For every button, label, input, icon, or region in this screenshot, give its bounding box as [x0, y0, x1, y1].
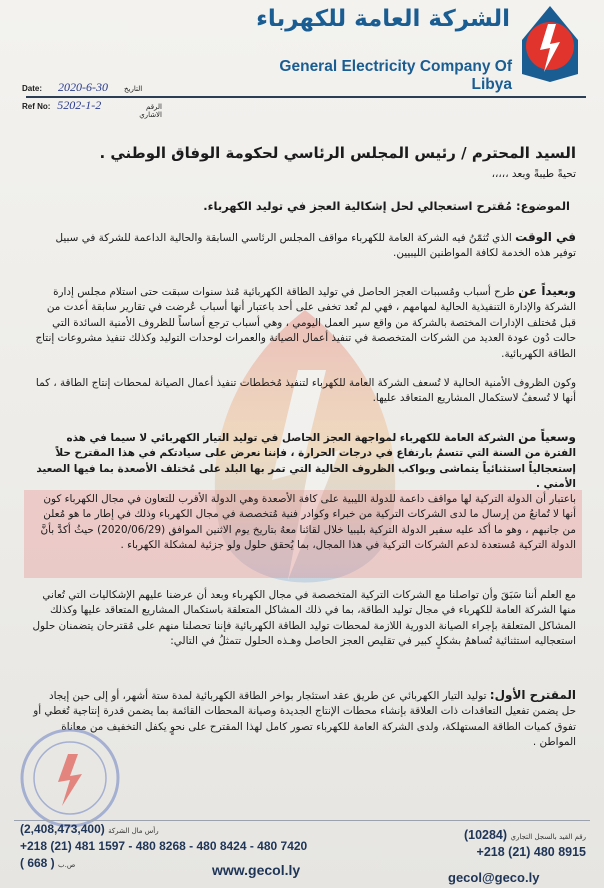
company-name-english: General Electricity Company Of Libya	[279, 58, 512, 93]
company-stamp-icon	[18, 726, 122, 830]
registration-label: رقم القيد بالسجل التجاري	[510, 833, 586, 841]
header-divider	[26, 96, 586, 98]
website-link[interactable]: www.gecol.ly	[212, 862, 301, 878]
paragraph-4	[32, 430, 576, 493]
ref-row	[22, 98, 162, 119]
greeting: تحيةً طيبةً وبعد ،،،،،	[491, 168, 576, 180]
ref-value: 5202-1-2	[57, 98, 102, 112]
paragraph-2	[32, 284, 576, 362]
registration-value: (10284)	[463, 828, 508, 842]
paragraph-2-body: طرح أسباب ومُسببات العجز الحاصل في توليد الطاقة الكهربائية مُنذ سنوات سبقت حتى استلام مجلس إدارة الشركة والإدارة التنفيذية الحالية لمهامهم ، فهي لم تُعد تخفى على أحد باعتبار أنها أسباب عُرضت في تقارير سابقة أعدت من قبل مُختلف الإدارات المختصة بالشركة من واقع سير العمل اليومي ، وهي أسباب ترجع أساساً للظروف الأمنية السائدة التي حالت دُون عودة العديد من الشركات المتخصصة في تنفيذ أعمال الصيانة والعمرات لوحدات التوليد وكذلك تنفيذ مشروعات إنتاج الطاقة الكهربائية.	[35, 286, 576, 360]
capital-label: رأس مال الشركة	[108, 827, 159, 835]
date-value: 2020-6-30	[58, 80, 108, 94]
ref-label: Ref No:	[22, 102, 51, 111]
capital-row	[20, 822, 360, 839]
paragraph-3: وكون الظروف الأمنية الحالية لا تُسعف الشركة العامة للكهرباء لتنفيذ مُخططات تنفيذ أعمال الصيانة لمحطات إنتاج الطاقة ، كما أنها لا تُسعفُ لاستكمال المشاريع المتعاقد عليها.	[35, 377, 576, 405]
paragraph-4-body: الشركة العامة للكهرباء لمواجهة العجز الحاصل في توليد التيار الكهربائي لا سيما في هذه الفترة من السنة التي تتسمُ بارتفاع في درجات الحرارة ، فإننا نعرض على سيادتكم في هذا المقترح حلاً إستعجالياً استثنائياً يتماشى ويواكب الظروف الحالية التي تمر بها البلد على مُختلف الأصعدة بما فيها الصعيد الأمني .	[36, 432, 576, 491]
pobox-value: ( 668 )	[20, 856, 55, 870]
paragraph-1-lead: في الوقت	[515, 230, 576, 244]
phone-right: +218 (21) 480 8915	[476, 845, 586, 859]
footer-right	[400, 828, 586, 862]
capital-value: (2,408,473,400)	[20, 822, 105, 836]
paragraph-7-lead: المقترح الأول:	[489, 688, 576, 702]
gecol-logo-icon	[518, 4, 582, 84]
paragraph-4-lead: وسعياً من	[518, 430, 576, 444]
registration-row	[400, 828, 586, 845]
paragraph-1-body: الذي تُثمّنُ فيه الشركة العامة للكهرباء مواقف المجلس الرئاسي السابقة والحالية الداعمة للشركة في سبيل توفير هذه الخدمة لكافة المواطنين الليبيين.	[55, 232, 576, 260]
pobox-label: ص.ب	[58, 861, 76, 869]
company-name-arabic: الشركة العامة للكهرباء	[256, 6, 510, 32]
footer-left	[20, 822, 360, 873]
paragraph-2-lead: وبعيداً عن	[518, 284, 576, 298]
date-label: Date:	[22, 84, 43, 93]
subject-line: الموضوع: مُقترح استعجالي لحل إشكالية العجز في توليد الكهرباء.	[203, 199, 570, 213]
ref-label-arabic: الرقم الاشاري	[139, 103, 162, 119]
addressee: السيد المحترم / رئيس المجلس الرئاسي لحكومة الوفاق الوطني .	[99, 144, 576, 162]
paragraph-6: مع العلم أننا سَبَقَ وأن تواصلنا مع الشركات التركية المتخصصة في مجال الكهرباء وبعد أن عرضنا عليهم الإشكاليات التي تُعاني منها الشركة العامة للكهرباء في مجال توليد الطاقة، بما في ذلك المشاكل المتعلقة باستكمال المشاريع المتعاقد عليها وكذلك المشاكل المتعلقة بإجراء الصيانة الدورية اللازمة لمحطات توليد الطاقة الكهربائية فإننا تحصلنا منهم على مُقترحان يتضمنان حلول استعجاليه استثنائية تُساهمُ بشكلٍ كبير في تقليص العجز الحاصل وهـذه الحلول تتمثلُ في التالي:	[32, 589, 576, 648]
paragraph-5: باعتبار أن الدولة التركية لها مواقف داعمة للدولة الليبية على كافة الأصعدة وهي الدولة الأقرب للتعاون في مجال الكهرباء كون أنها لا تُمانعُ من إرسال ما لدى الشركات التركية من خبراء وكوادر فنية مُتخصصة في مجال الكهرباء وذلك في إطار ما هو مُعلن من جانبهم ، وهو ما أكد عليه سفير الدولة التركية بليبيا خلال لقائنا معهُ بتاريخ يوم الاثنين الموافق (2020/06/29) حيثُ أكدَّ بأنَّ الدولة التركية مُستعدة لدعم الشركات التركية في هذا المجال، بما يُحقق حلول ولو جزئية لمشكلة الكهرباء .	[40, 493, 576, 552]
letter-meta	[22, 80, 162, 119]
phones-left: +218 (21) 481 1597 - 480 8268 - 480 8424 - 480 7420	[20, 839, 308, 853]
paragraph-7-body: توليد التيار الكهربائي عن طريق عقد استئجار بواخر الطاقة الكهربائية لمدة ستة أشهر، أو إلى حين إيجاد حل يضمن تفعيل التعاقدات ذات العلاقة بإنشاء محطات الإنتاج الجديدة وصيانة المحطات القائمة بما يضمن قدرة إنتاجية تُغطي أو تفوق كميات الطاقة المستهلكة، ولدى الشركة العامة للكهرباء تصور كامل لهذا المقترح على نحوٍ يكفل التخفيف من معاناة المواطن .	[33, 690, 576, 749]
date-label-arabic: التاريخ	[124, 85, 143, 93]
footer-divider	[14, 820, 590, 821]
email-link[interactable]: gecol@geco.ly	[448, 870, 540, 885]
paragraph-1	[32, 230, 576, 262]
pobox-row	[20, 856, 360, 873]
